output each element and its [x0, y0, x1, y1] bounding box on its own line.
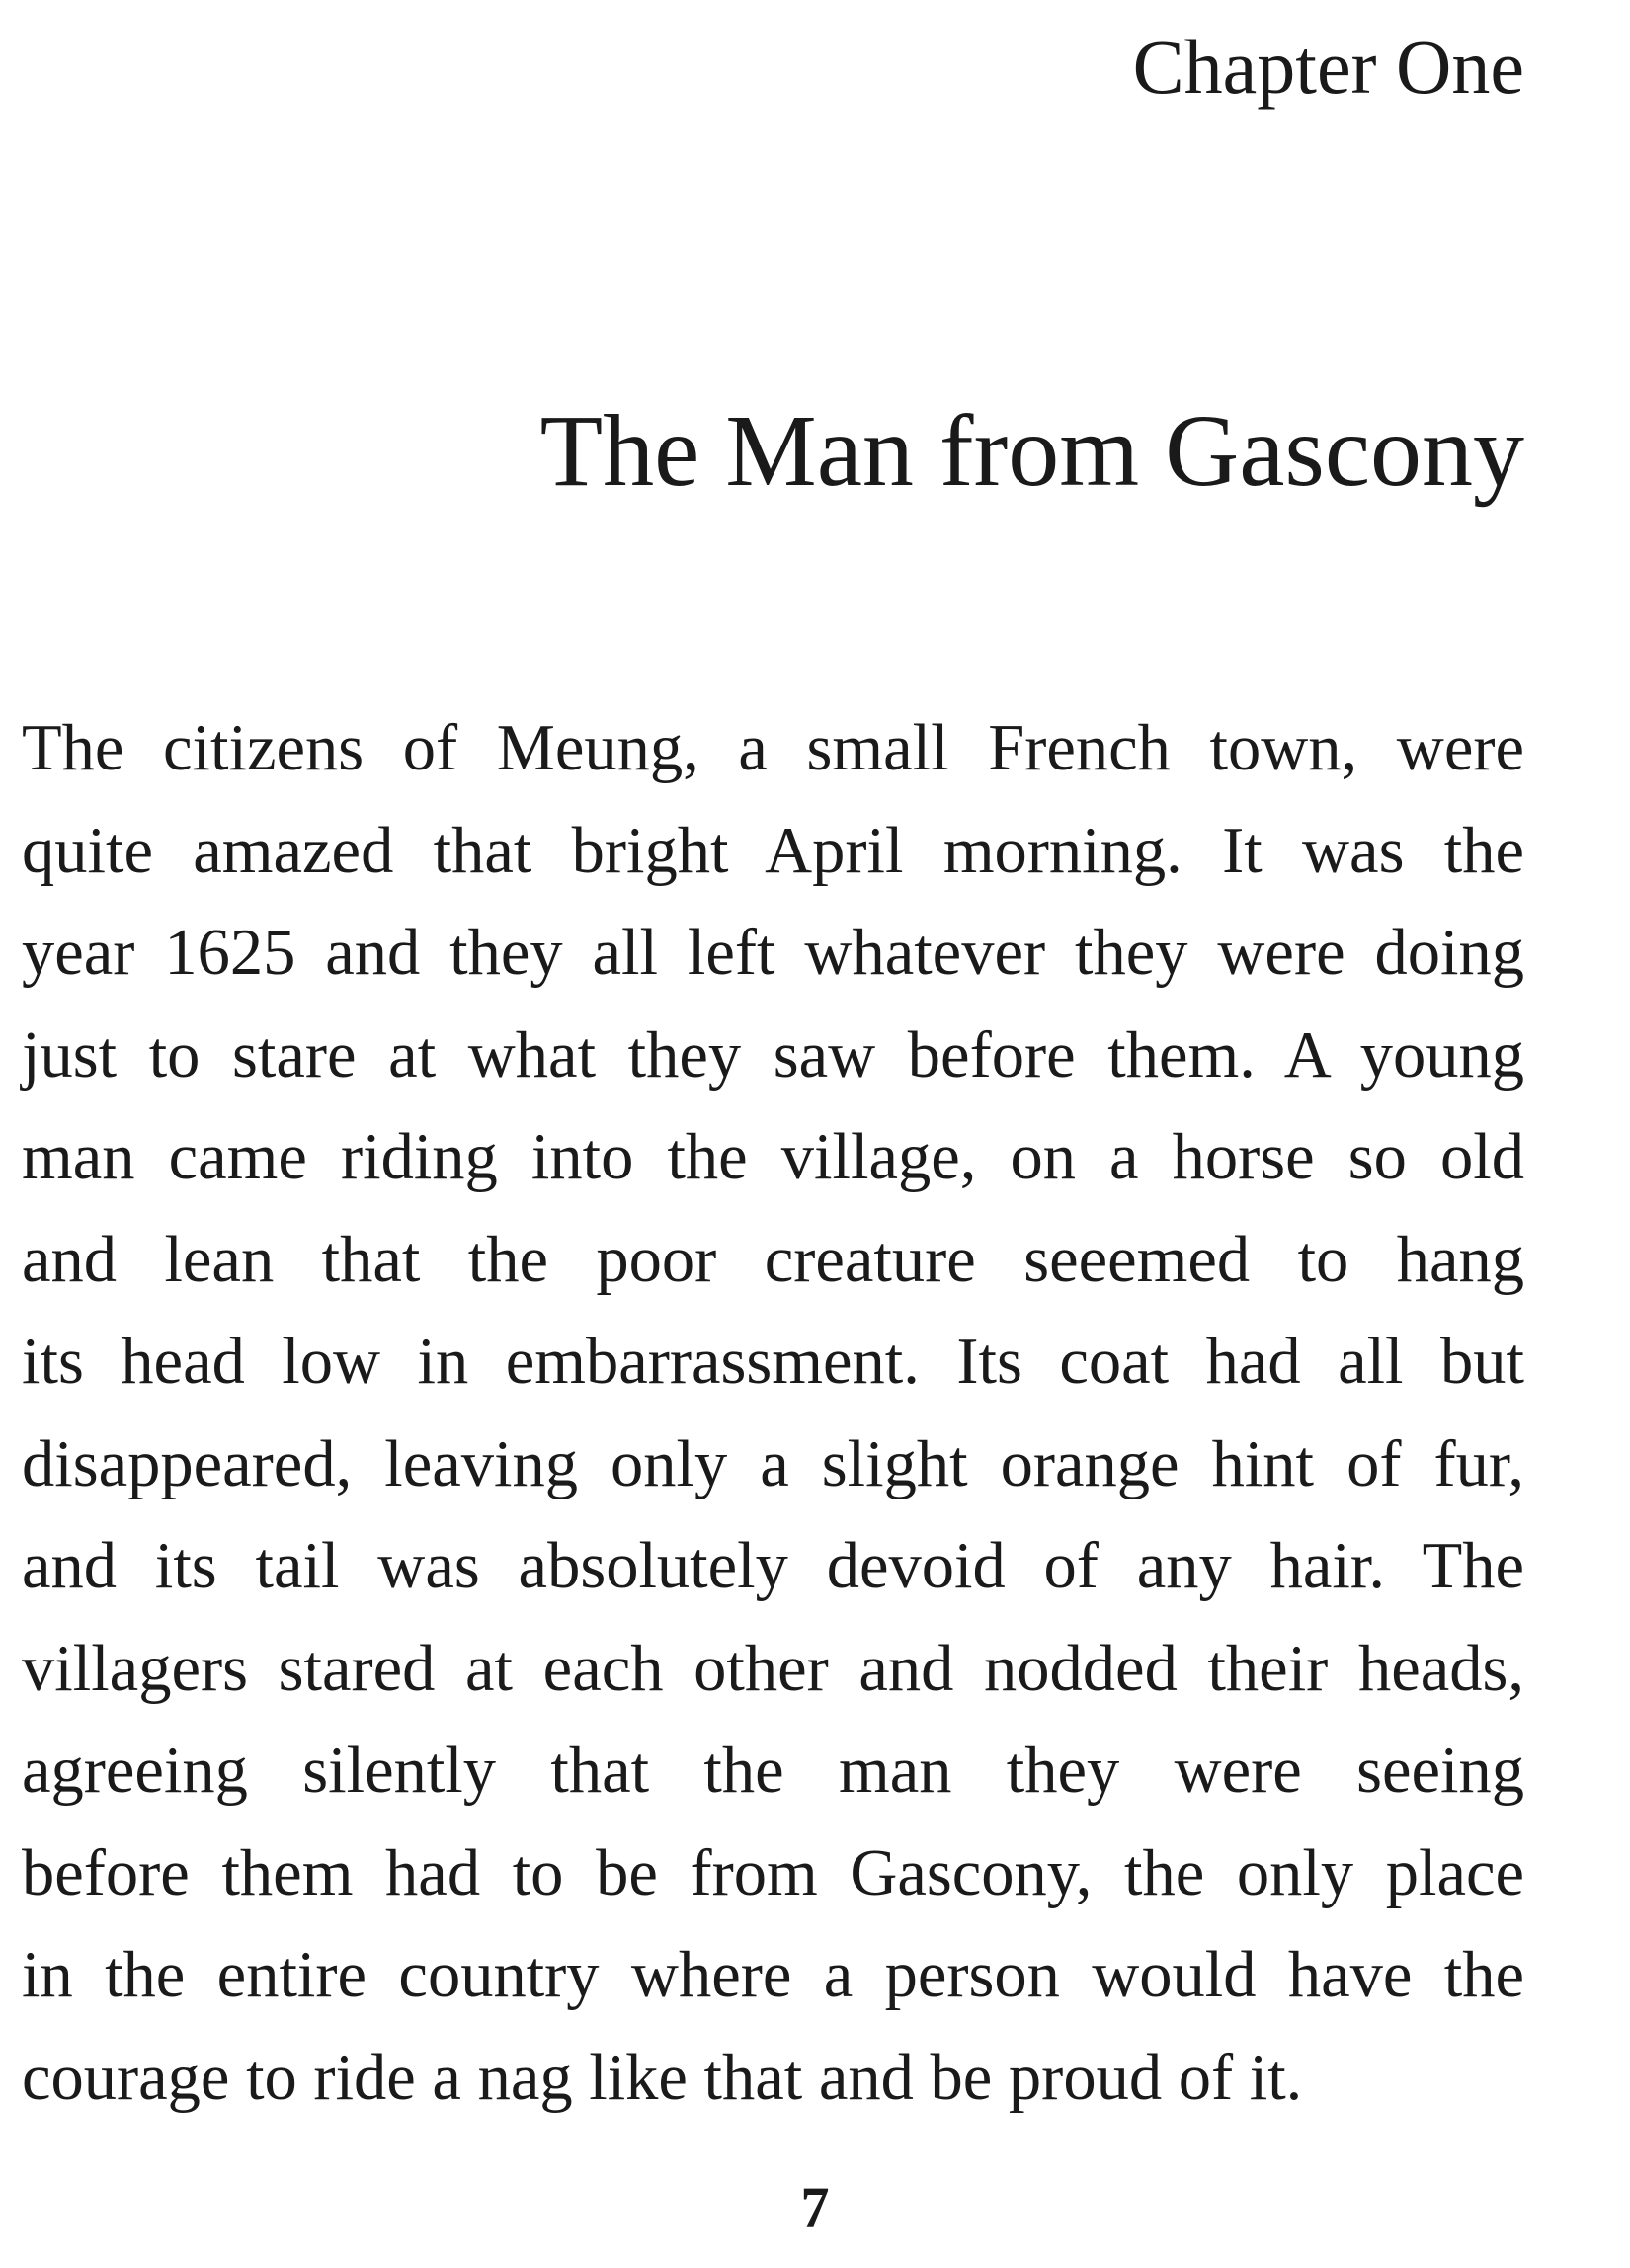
body-line: villagers stared at each other and nodded their heads,: [22, 1632, 1524, 1705]
body-line: year 1625 and they all left whatever they were doing: [22, 917, 1524, 989]
body-line: its head low in embarrassment. Its coat had all but: [22, 1326, 1524, 1398]
body-line: before them had to be from Gascony, the only place: [22, 1836, 1524, 1909]
page-number: 7: [800, 2175, 830, 2239]
body-line: The citizens of Meung, a small French town, were: [22, 712, 1524, 784]
body-line: man came riding into the village, on a horse so old: [22, 1121, 1524, 1193]
body-line: and its tail was absolutely devoid of any hair. The: [22, 1530, 1524, 1602]
body-line: just to stare at what they saw before them. A young: [22, 1018, 1524, 1092]
body-line: disappeared, leaving only a slight orange hint of fur,: [22, 1427, 1524, 1500]
body-line: in the entire country where a person would have the: [22, 1939, 1524, 2011]
body-paragraph: [22, 697, 1524, 2129]
body-line: and lean that the poor creature seeemed to hang: [22, 1223, 1524, 1296]
chapter-label: Chapter One: [1132, 24, 1524, 110]
body-line: agreeing silently that the man they were seeing: [22, 1735, 1524, 1807]
body-line: courage to ride a nag like that and be proud of it.: [22, 2041, 1303, 2114]
body-line: quite amazed that bright April morning. It was the: [22, 814, 1524, 887]
chapter-title: The Man from Gascony: [539, 394, 1524, 508]
